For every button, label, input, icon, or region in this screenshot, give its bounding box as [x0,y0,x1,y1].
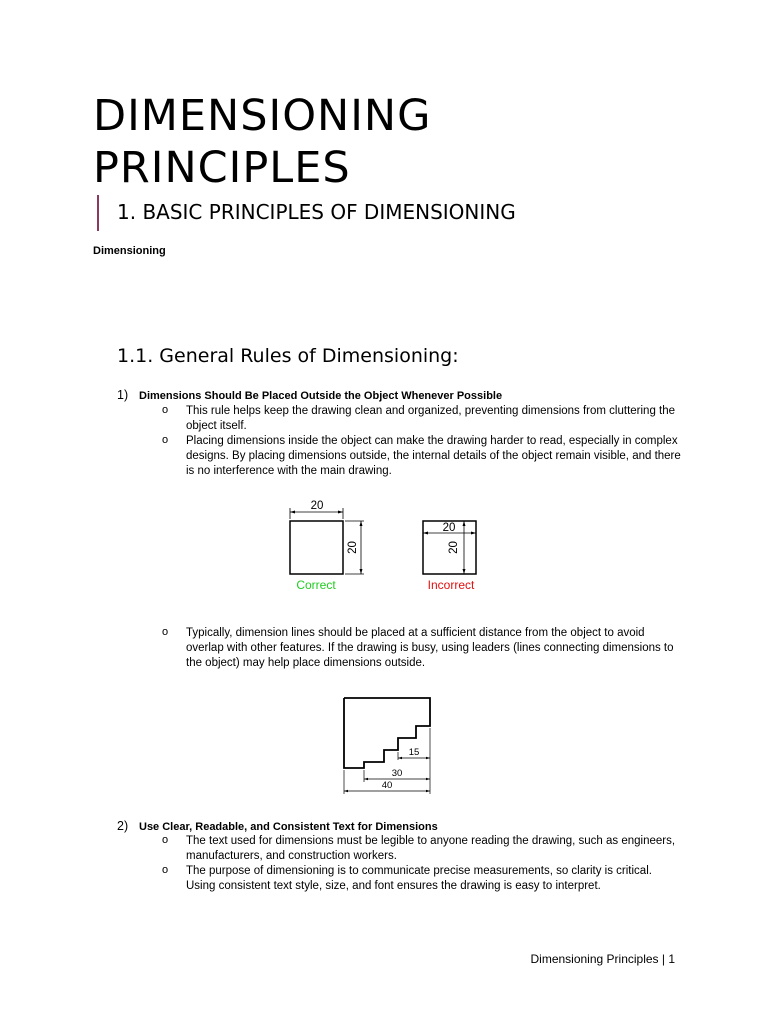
list-item [162,834,682,864]
rule-1-bullets [162,404,682,479]
dimension-15 [398,728,430,760]
document-title [93,90,431,194]
bullet-marker: o [162,864,169,876]
correct-label: Correct [296,578,336,592]
correct-top-dimension [290,500,343,519]
incorrect-label: Incorrect [427,578,475,592]
small-heading: Dimensioning [93,245,166,257]
correct-side-value: 20 [347,541,359,554]
rule-1-heading [117,387,502,404]
incorrect-top-value: 20 [442,522,456,534]
rule-2-bullets [162,834,682,894]
rule-1-more-bullets [162,626,682,671]
dim-40-label: 40 [381,780,393,791]
list-item [162,404,682,434]
bullet-marker: o [162,434,169,446]
bullet-marker: o [162,834,169,846]
subtitle-accent-bar [97,195,99,231]
bullet-text: The purpose of dimensioning is to communicate precise measurements, so clarity is critical. Using consistent text style, size, and font ensures the drawing is easy to interpret. [186,865,652,892]
bullet-marker: o [162,626,169,638]
incorrect-side-value: 20 [448,541,460,554]
stepped-profile-diagram [336,690,438,796]
dimension-30 [364,760,430,794]
rule-2-number: 2) [117,819,129,833]
list-item [162,864,682,894]
incorrect-top-dimension [423,522,476,535]
dim-15-label: 15 [408,747,420,758]
title-line-1: DIMENSIONING [93,91,432,141]
bullet-marker: o [162,404,169,416]
list-item [162,434,682,479]
title-line-2: PRINCIPLES [93,143,351,193]
correct-square [290,521,343,574]
rule-1-number: 1) [117,388,129,402]
rule-2-title: Use Clear, Readable, and Consistent Text for Dimensions [139,821,438,833]
correct-top-value: 20 [310,500,324,512]
list-item [162,626,682,671]
subtitle: 1. BASIC PRINCIPLES OF DIMENSIONING [117,200,516,224]
bullet-text: The text used for dimensions must be legible to anyone reading the drawing, such as engineers, manufacturers, and construction workers. [186,835,676,862]
bullet-text: This rule helps keep the drawing clean and organized, preventing dimensions from cluttering the object itself. [186,405,676,432]
bullet-text: Placing dimensions inside the object can make the drawing harder to read, especially in complex designs. By placing dimensions outside, the internal details of the object remain visible, and there is no interference with the main drawing. [186,435,681,477]
dim-30-label: 30 [391,768,403,779]
rule-1-title: Dimensions Should Be Placed Outside the Object Whenever Possible [139,390,503,402]
page-footer: Dimensioning Principles | 1 [530,952,675,966]
dimension-40 [344,770,430,794]
correct-incorrect-diagram [278,494,498,598]
bullet-text: Typically, dimension lines should be placed at a sufficient distance from the object to avoid overlap with other features. If the drawing is busy, using leaders (lines connecting dimensions to the object) may help place dimensions outside. [186,627,674,669]
correct-side-dimension [345,521,364,574]
section-heading: 1.1. General Rules of Dimensioning: [117,345,459,367]
